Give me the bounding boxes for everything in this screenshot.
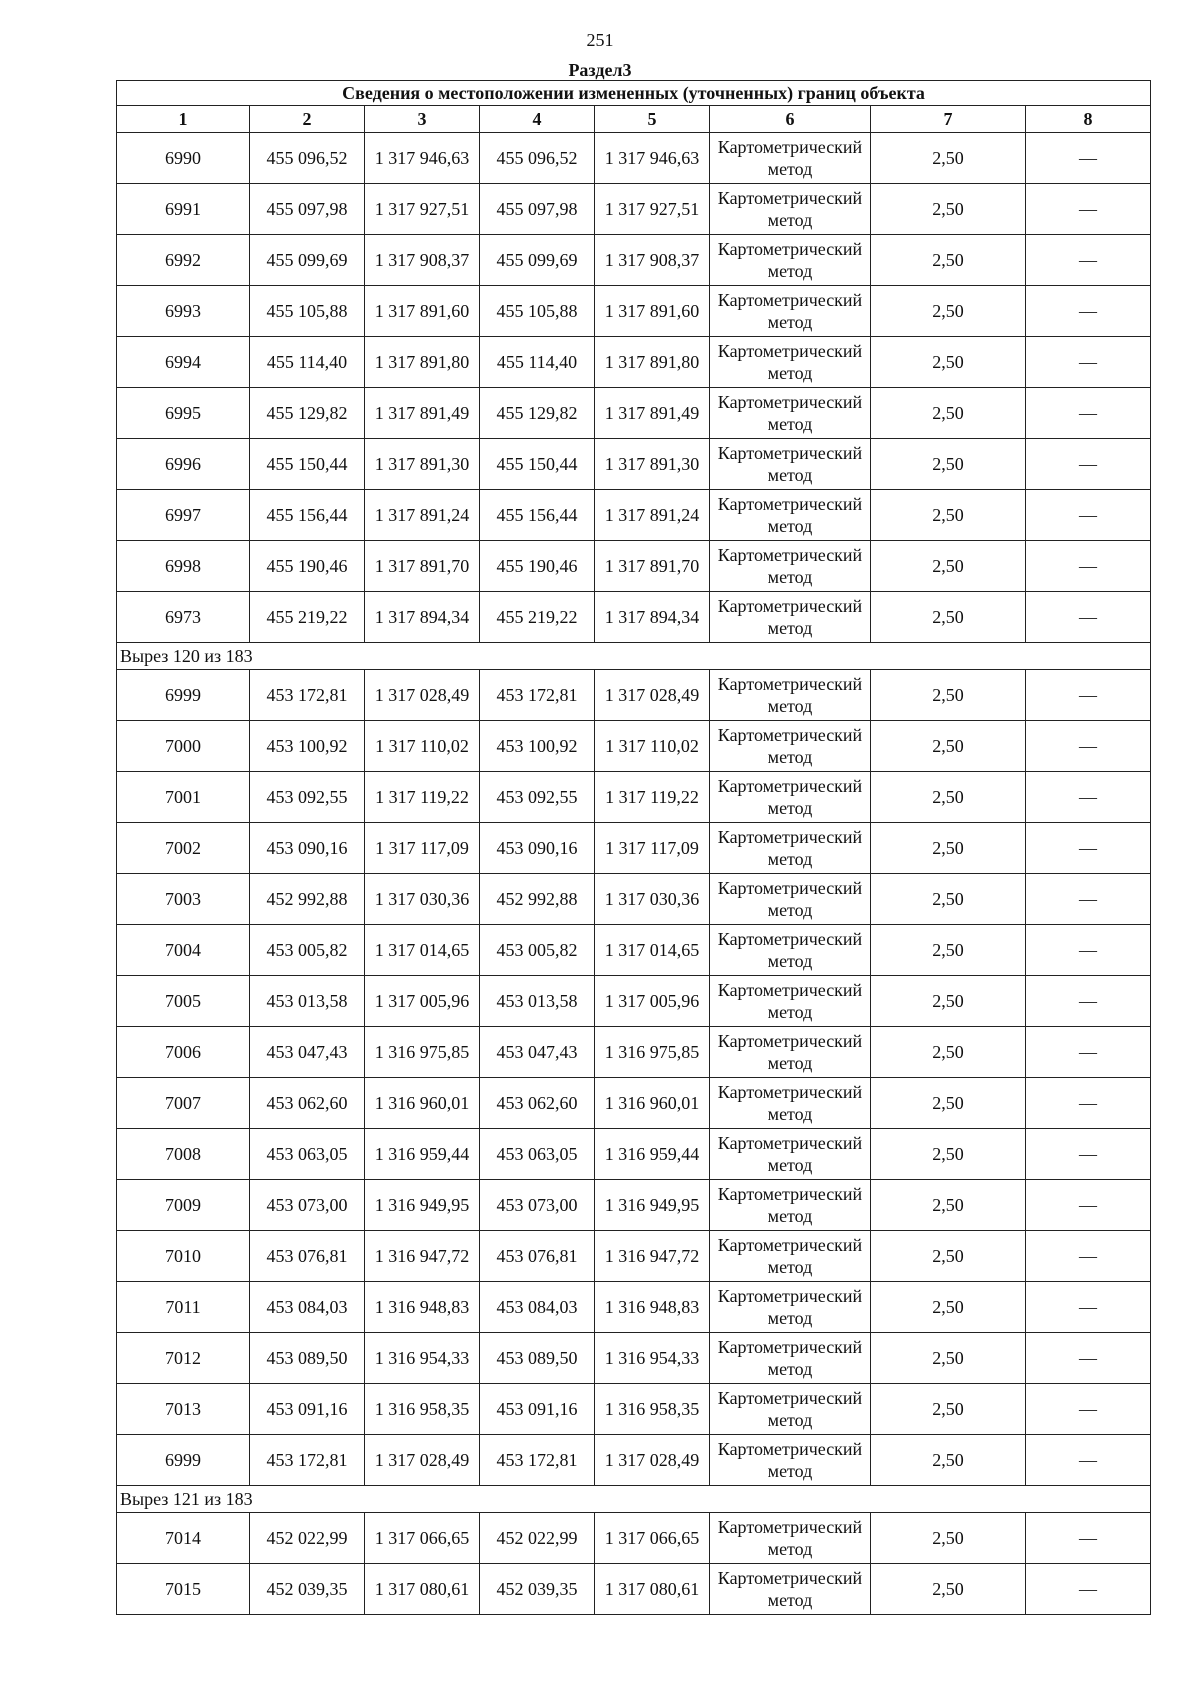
point-number-cell: 7008 [117, 1129, 250, 1180]
y-existing-cell: 1 317 891,60 [365, 286, 480, 337]
description-cell: — [1026, 1282, 1151, 1333]
x-existing-cell: 453 005,82 [250, 925, 365, 976]
y-existing-cell: 1 317 117,09 [365, 823, 480, 874]
accuracy-cell: 2,50 [871, 772, 1026, 823]
description-cell: — [1026, 490, 1151, 541]
point-number-cell: 6993 [117, 286, 250, 337]
accuracy-cell: 2,50 [871, 541, 1026, 592]
x-new-cell: 455 105,88 [480, 286, 595, 337]
x-existing-cell: 453 100,92 [250, 721, 365, 772]
description-cell: — [1026, 592, 1151, 643]
point-number-cell: 7003 [117, 874, 250, 925]
x-existing-cell: 455 190,46 [250, 541, 365, 592]
x-new-cell: 453 063,05 [480, 1129, 595, 1180]
accuracy-cell: 2,50 [871, 1564, 1026, 1615]
y-new-cell: 1 317 110,02 [595, 721, 710, 772]
y-existing-cell: 1 316 949,95 [365, 1180, 480, 1231]
accuracy-cell: 2,50 [871, 439, 1026, 490]
method-cell: Картометрический метод [710, 1129, 871, 1180]
accuracy-cell: 2,50 [871, 1333, 1026, 1384]
description-cell: — [1026, 670, 1151, 721]
column-number: 5 [595, 106, 710, 133]
method-cell: Картометрический метод [710, 1435, 871, 1486]
x-existing-cell: 453 013,58 [250, 976, 365, 1027]
method-cell: Картометрический метод [710, 772, 871, 823]
table-row [117, 1333, 1151, 1384]
table-row [117, 286, 1151, 337]
x-existing-cell: 453 063,05 [250, 1129, 365, 1180]
method-cell: Картометрический метод [710, 184, 871, 235]
table-row [117, 925, 1151, 976]
column-number: 6 [710, 106, 871, 133]
point-number-cell: 6996 [117, 439, 250, 490]
description-cell: — [1026, 1384, 1151, 1435]
y-new-cell: 1 317 005,96 [595, 976, 710, 1027]
table-row [117, 1513, 1151, 1564]
x-existing-cell: 452 039,35 [250, 1564, 365, 1615]
cutout-label: Вырез 121 из 183 [117, 1486, 1151, 1513]
description-cell: — [1026, 1435, 1151, 1486]
method-cell: Картометрический метод [710, 337, 871, 388]
x-new-cell: 455 114,40 [480, 337, 595, 388]
table-row [117, 1027, 1151, 1078]
point-number-cell: 7015 [117, 1564, 250, 1615]
point-number-cell: 7002 [117, 823, 250, 874]
table-row [117, 823, 1151, 874]
table-row [117, 541, 1151, 592]
x-new-cell: 453 172,81 [480, 670, 595, 721]
y-existing-cell: 1 317 908,37 [365, 235, 480, 286]
point-number-cell: 6994 [117, 337, 250, 388]
x-new-cell: 455 150,44 [480, 439, 595, 490]
point-number-cell: 7009 [117, 1180, 250, 1231]
point-number-cell: 6995 [117, 388, 250, 439]
point-number-cell: 6999 [117, 670, 250, 721]
description-cell: — [1026, 1027, 1151, 1078]
y-new-cell: 1 317 927,51 [595, 184, 710, 235]
description-cell: — [1026, 976, 1151, 1027]
y-new-cell: 1 317 891,49 [595, 388, 710, 439]
accuracy-cell: 2,50 [871, 1231, 1026, 1282]
x-existing-cell: 453 073,00 [250, 1180, 365, 1231]
table-caption: Сведения о местоположении измененных (уточненных) границ объекта [117, 81, 1151, 106]
x-existing-cell: 452 022,99 [250, 1513, 365, 1564]
table-row [117, 1435, 1151, 1486]
y-new-cell: 1 317 891,30 [595, 439, 710, 490]
description-cell: — [1026, 337, 1151, 388]
y-existing-cell: 1 316 948,83 [365, 1282, 480, 1333]
method-cell: Картометрический метод [710, 925, 871, 976]
x-new-cell: 453 084,03 [480, 1282, 595, 1333]
point-number-cell: 7005 [117, 976, 250, 1027]
method-cell: Картометрический метод [710, 1513, 871, 1564]
x-existing-cell: 455 097,98 [250, 184, 365, 235]
x-existing-cell: 453 047,43 [250, 1027, 365, 1078]
y-existing-cell: 1 317 066,65 [365, 1513, 480, 1564]
table-row [117, 721, 1151, 772]
point-number-cell: 7012 [117, 1333, 250, 1384]
table-row [117, 1282, 1151, 1333]
x-new-cell: 453 092,55 [480, 772, 595, 823]
method-cell: Картометрический метод [710, 1282, 871, 1333]
y-new-cell: 1 317 028,49 [595, 1435, 710, 1486]
x-new-cell: 453 005,82 [480, 925, 595, 976]
x-new-cell: 453 062,60 [480, 1078, 595, 1129]
table-row [117, 490, 1151, 541]
y-existing-cell: 1 316 954,33 [365, 1333, 480, 1384]
page-number: 251 [586, 30, 614, 50]
x-new-cell: 453 073,00 [480, 1180, 595, 1231]
table-row [117, 1129, 1151, 1180]
table-row [117, 388, 1151, 439]
x-new-cell: 453 089,50 [480, 1333, 595, 1384]
table-row [117, 1180, 1151, 1231]
method-cell: Картометрический метод [710, 439, 871, 490]
y-new-cell: 1 316 959,44 [595, 1129, 710, 1180]
description-cell: — [1026, 823, 1151, 874]
method-cell: Картометрический метод [710, 133, 871, 184]
accuracy-cell: 2,50 [871, 337, 1026, 388]
accuracy-cell: 2,50 [871, 592, 1026, 643]
column-number: 1 [117, 106, 250, 133]
description-cell: — [1026, 721, 1151, 772]
x-existing-cell: 453 172,81 [250, 670, 365, 721]
point-number-cell: 7004 [117, 925, 250, 976]
description-cell: — [1026, 874, 1151, 925]
accuracy-cell: 2,50 [871, 388, 1026, 439]
description-cell: — [1026, 439, 1151, 490]
y-new-cell: 1 316 958,35 [595, 1384, 710, 1435]
y-existing-cell: 1 316 960,01 [365, 1078, 480, 1129]
method-cell: Картометрический метод [710, 670, 871, 721]
x-new-cell: 453 091,16 [480, 1384, 595, 1435]
y-existing-cell: 1 316 958,35 [365, 1384, 480, 1435]
table-row [117, 976, 1151, 1027]
y-existing-cell: 1 317 005,96 [365, 976, 480, 1027]
description-cell: — [1026, 541, 1151, 592]
method-cell: Картометрический метод [710, 592, 871, 643]
table-row [117, 1231, 1151, 1282]
point-number-cell: 6998 [117, 541, 250, 592]
y-new-cell: 1 317 014,65 [595, 925, 710, 976]
y-existing-cell: 1 317 110,02 [365, 721, 480, 772]
description-cell: — [1026, 133, 1151, 184]
y-new-cell: 1 317 030,36 [595, 874, 710, 925]
column-number-row [117, 106, 1151, 133]
accuracy-cell: 2,50 [871, 874, 1026, 925]
cutout-group-row [117, 643, 1151, 670]
method-cell: Картометрический метод [710, 1564, 871, 1615]
x-new-cell: 453 090,16 [480, 823, 595, 874]
accuracy-cell: 2,50 [871, 1282, 1026, 1333]
y-existing-cell: 1 317 891,80 [365, 337, 480, 388]
y-existing-cell: 1 317 080,61 [365, 1564, 480, 1615]
x-existing-cell: 455 105,88 [250, 286, 365, 337]
x-new-cell: 453 047,43 [480, 1027, 595, 1078]
y-existing-cell: 1 316 975,85 [365, 1027, 480, 1078]
y-existing-cell: 1 317 028,49 [365, 1435, 480, 1486]
description-cell: — [1026, 1180, 1151, 1231]
accuracy-cell: 2,50 [871, 286, 1026, 337]
method-cell: Картометрический метод [710, 1180, 871, 1231]
method-cell: Картометрический метод [710, 235, 871, 286]
method-cell: Картометрический метод [710, 976, 871, 1027]
table-row [117, 1564, 1151, 1615]
method-cell: Картометрический метод [710, 823, 871, 874]
accuracy-cell: 2,50 [871, 1180, 1026, 1231]
point-number-cell: 6999 [117, 1435, 250, 1486]
point-number-cell: 7014 [117, 1513, 250, 1564]
x-new-cell: 452 992,88 [480, 874, 595, 925]
point-number-cell: 7010 [117, 1231, 250, 1282]
method-cell: Картометрический метод [710, 388, 871, 439]
accuracy-cell: 2,50 [871, 1078, 1026, 1129]
accuracy-cell: 2,50 [871, 721, 1026, 772]
y-existing-cell: 1 317 028,49 [365, 670, 480, 721]
table-row [117, 1384, 1151, 1435]
method-cell: Картометрический метод [710, 874, 871, 925]
x-existing-cell: 455 129,82 [250, 388, 365, 439]
accuracy-cell: 2,50 [871, 184, 1026, 235]
x-existing-cell: 455 099,69 [250, 235, 365, 286]
accuracy-cell: 2,50 [871, 1435, 1026, 1486]
y-new-cell: 1 316 975,85 [595, 1027, 710, 1078]
accuracy-cell: 2,50 [871, 1513, 1026, 1564]
y-existing-cell: 1 317 927,51 [365, 184, 480, 235]
description-cell: — [1026, 772, 1151, 823]
method-cell: Картометрический метод [710, 286, 871, 337]
x-new-cell: 455 156,44 [480, 490, 595, 541]
y-existing-cell: 1 317 891,49 [365, 388, 480, 439]
accuracy-cell: 2,50 [871, 976, 1026, 1027]
y-new-cell: 1 317 891,80 [595, 337, 710, 388]
y-existing-cell: 1 317 014,65 [365, 925, 480, 976]
x-existing-cell: 453 091,16 [250, 1384, 365, 1435]
description-cell: — [1026, 1564, 1151, 1615]
y-new-cell: 1 317 066,65 [595, 1513, 710, 1564]
x-existing-cell: 453 090,16 [250, 823, 365, 874]
point-number-cell: 6990 [117, 133, 250, 184]
table-row [117, 439, 1151, 490]
accuracy-cell: 2,50 [871, 133, 1026, 184]
y-new-cell: 1 317 117,09 [595, 823, 710, 874]
x-new-cell: 453 172,81 [480, 1435, 595, 1486]
x-existing-cell: 455 096,52 [250, 133, 365, 184]
method-cell: Картометрический метод [710, 1384, 871, 1435]
x-new-cell: 455 190,46 [480, 541, 595, 592]
point-number-cell: 7001 [117, 772, 250, 823]
table-row [117, 772, 1151, 823]
y-new-cell: 1 317 891,60 [595, 286, 710, 337]
y-new-cell: 1 316 960,01 [595, 1078, 710, 1129]
x-existing-cell: 453 089,50 [250, 1333, 365, 1384]
x-existing-cell: 453 172,81 [250, 1435, 365, 1486]
table-caption-row [117, 81, 1151, 106]
point-number-cell: 6997 [117, 490, 250, 541]
y-new-cell: 1 317 891,24 [595, 490, 710, 541]
description-cell: — [1026, 1333, 1151, 1384]
accuracy-cell: 2,50 [871, 670, 1026, 721]
y-new-cell: 1 317 891,70 [595, 541, 710, 592]
description-cell: — [1026, 184, 1151, 235]
x-new-cell: 455 219,22 [480, 592, 595, 643]
x-existing-cell: 453 084,03 [250, 1282, 365, 1333]
column-number: 4 [480, 106, 595, 133]
y-existing-cell: 1 317 894,34 [365, 592, 480, 643]
column-number: 7 [871, 106, 1026, 133]
method-cell: Картометрический метод [710, 1231, 871, 1282]
accuracy-cell: 2,50 [871, 235, 1026, 286]
y-existing-cell: 1 316 959,44 [365, 1129, 480, 1180]
description-cell: — [1026, 925, 1151, 976]
y-new-cell: 1 317 946,63 [595, 133, 710, 184]
table-row [117, 235, 1151, 286]
accuracy-cell: 2,50 [871, 1129, 1026, 1180]
point-number-cell: 7006 [117, 1027, 250, 1078]
description-cell: — [1026, 1078, 1151, 1129]
x-existing-cell: 455 156,44 [250, 490, 365, 541]
table-row [117, 184, 1151, 235]
description-cell: — [1026, 1129, 1151, 1180]
table-row [117, 1078, 1151, 1129]
x-new-cell: 452 022,99 [480, 1513, 595, 1564]
point-number-cell: 7011 [117, 1282, 250, 1333]
x-new-cell: 455 099,69 [480, 235, 595, 286]
y-new-cell: 1 317 080,61 [595, 1564, 710, 1615]
point-number-cell: 6973 [117, 592, 250, 643]
method-cell: Картометрический метод [710, 1027, 871, 1078]
accuracy-cell: 2,50 [871, 490, 1026, 541]
y-existing-cell: 1 317 030,36 [365, 874, 480, 925]
x-existing-cell: 455 219,22 [250, 592, 365, 643]
x-existing-cell: 453 092,55 [250, 772, 365, 823]
accuracy-cell: 2,50 [871, 1027, 1026, 1078]
x-existing-cell: 455 114,40 [250, 337, 365, 388]
y-new-cell: 1 317 028,49 [595, 670, 710, 721]
x-existing-cell: 453 076,81 [250, 1231, 365, 1282]
x-new-cell: 452 039,35 [480, 1564, 595, 1615]
description-cell: — [1026, 1513, 1151, 1564]
y-existing-cell: 1 317 119,22 [365, 772, 480, 823]
table-row [117, 133, 1151, 184]
method-cell: Картометрический метод [710, 721, 871, 772]
point-number-cell: 7007 [117, 1078, 250, 1129]
method-cell: Картометрический метод [710, 1333, 871, 1384]
column-number: 3 [365, 106, 480, 133]
y-new-cell: 1 316 949,95 [595, 1180, 710, 1231]
boundary-coordinates-table [116, 80, 1151, 1615]
description-cell: — [1026, 388, 1151, 439]
accuracy-cell: 2,50 [871, 1384, 1026, 1435]
x-new-cell: 455 129,82 [480, 388, 595, 439]
cutout-label: Вырез 120 из 183 [117, 643, 1151, 670]
y-existing-cell: 1 317 946,63 [365, 133, 480, 184]
y-new-cell: 1 317 894,34 [595, 592, 710, 643]
method-cell: Картометрический метод [710, 490, 871, 541]
table-row [117, 874, 1151, 925]
method-cell: Картометрический метод [710, 1078, 871, 1129]
y-new-cell: 1 316 947,72 [595, 1231, 710, 1282]
y-new-cell: 1 317 119,22 [595, 772, 710, 823]
x-existing-cell: 455 150,44 [250, 439, 365, 490]
x-new-cell: 455 096,52 [480, 133, 595, 184]
description-cell: — [1026, 235, 1151, 286]
table-row [117, 337, 1151, 388]
method-cell: Картометрический метод [710, 541, 871, 592]
y-new-cell: 1 316 948,83 [595, 1282, 710, 1333]
point-number-cell: 6991 [117, 184, 250, 235]
point-number-cell: 7000 [117, 721, 250, 772]
section-title: Раздел3 [568, 60, 632, 80]
point-number-cell: 6992 [117, 235, 250, 286]
x-existing-cell: 452 992,88 [250, 874, 365, 925]
accuracy-cell: 2,50 [871, 823, 1026, 874]
x-new-cell: 453 013,58 [480, 976, 595, 1027]
x-new-cell: 453 076,81 [480, 1231, 595, 1282]
description-cell: — [1026, 286, 1151, 337]
y-new-cell: 1 317 908,37 [595, 235, 710, 286]
column-number: 2 [250, 106, 365, 133]
column-number: 8 [1026, 106, 1151, 133]
table-row [117, 592, 1151, 643]
cutout-group-row [117, 1486, 1151, 1513]
point-number-cell: 7013 [117, 1384, 250, 1435]
y-new-cell: 1 316 954,33 [595, 1333, 710, 1384]
accuracy-cell: 2,50 [871, 925, 1026, 976]
y-existing-cell: 1 316 947,72 [365, 1231, 480, 1282]
y-existing-cell: 1 317 891,24 [365, 490, 480, 541]
x-new-cell: 453 100,92 [480, 721, 595, 772]
y-existing-cell: 1 317 891,30 [365, 439, 480, 490]
description-cell: — [1026, 1231, 1151, 1282]
x-existing-cell: 453 062,60 [250, 1078, 365, 1129]
x-new-cell: 455 097,98 [480, 184, 595, 235]
table-row [117, 670, 1151, 721]
y-existing-cell: 1 317 891,70 [365, 541, 480, 592]
